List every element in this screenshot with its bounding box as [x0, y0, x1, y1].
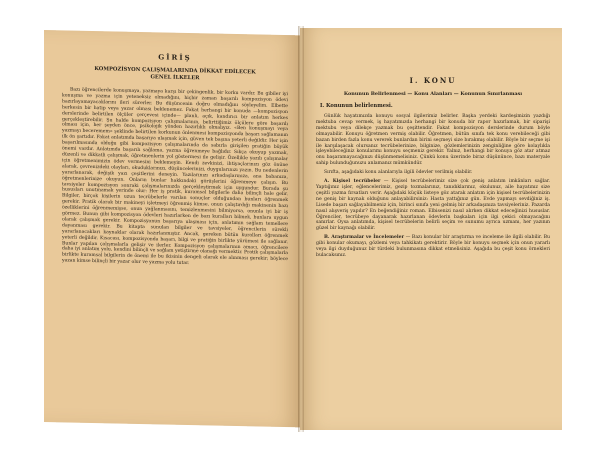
right-page: [300, 28, 562, 430]
section-a-paragraph: [316, 179, 550, 232]
subtitle-line-2: GENEL İLKELER: [150, 74, 200, 82]
left-page: [44, 30, 302, 427]
left-body-paragraph: Bazı öğrencilerde konuşmaya, yazmaya karşı bir çekingenlik, bir korku vardır. Bu gibiler iyi konuşma ve yazma için yeteneksiz olmadığını, hiçbir zaman başarılı kompozisyon ödevi hazırlayamayacaklarını ileri sürerler. Bu düşüncenin doğru olmadığını söyleyelim. Elbette herkesin bir hatip veya yazar olması beklenemez. Fakat herhangi bir konuda —kompozisyon derslerinde belirtilen ölçüler çerçevesi içinde— planlı, açık, kandırıcı bir anlatım herkes gerçekleştirebilir. Şu halde kompozisyon çalışmalarının, belirttiğimiz ölçülere göre başarılı olması için, her şeyden önce, psikolojik yönden hazırlıklı olmalıyız. «Ben konuşmayı veya yazmayı beceremem» şeklinde belirtilen korkunun önlenmesi kompozisyonda başarı sağlamanın ilk ön şartıdır. Fakat anlatımda başarıya ulaşmak için, güven tek başına yeterli değildir. Her işin başarılmasında olduğu gibi kompozisyon çalışmalarında da sabırla girişilen pratiğin büyük önemi vardır. Anlatımda başarılı sağlama, yazma öğrenmeye bağlıdır. Sıkça okuyup yazmak, düzenli ve dikkatli çalışmak, öğretmenlerin yol göstermesi ile gelişir. Özellikle yazılı çalışmalar için öğretmenimizin ödev vermesini beklemeyin. Kendi zevkinizi, ihtiyaçlarınızı göz önüne alarak, çevrenizdeki olayları, okuduklarınızı, düşüncelerinizi, duygularınızı yazın. Bu nedenlerin yararlanarak, değişik yazı çeşitlerini deneyin. Yazılarınızı arkadaşlarınıza, ana babanıza, öğretmenlerinize okuyun. Onların bunlar hakkındaki görüşlerini öğrenmeye çalışın. Bu tavsiyeler kompozisyon sonraki çalışmalarınızda gerçekleştirmek için uygundur. Burada şu hususları unutmamak yerinde olur: Her iş pratik, kuramsal bilgilerle daha bilinçli hale gelir. Bilgiler, birçok kişilerin uzun tecrübelerle varılan sonuçlar olduğundan bunları öğrenmek gerekir. Pratik olarak bir makineyi işletmeyi öğrenmiş kimse, onun çalıştırdığı makinenin bazı özelliklerini öğrenmemişse, onun yağlanmasını, temizlenmesini bilmiyorsa, onunla iyi bir iş görmez. Bunun gibi kompozisyon ödevleri hazırlarken de bazı kuralları bilmek, bunlara uygun olarak çalışmak gerekir. Kompozisyonun başarıya ulaşması için, anlatımın sağlam temellere dayanması gerekir. Bu kitapta sunulan bilgiler ve tavsiyeler, öğrencilerin sürekli yararlanacakları kaynaklar olarak hazırlanmıştır. Ancak, gereken bütün kuralları öğrenmek yeterli değildir. Kısacası, kompozisyonda başarı, bilgi ve pratiğin birlikte yürümesi ile sağlanır. Bunlar yapılan çalışmalarla gelişir ve ilerler. Kompozisyon çalışmalarının amacı, öğrencilere daha iyi anlatım yolu, kendini bilinçli ve sağlam yetiştirme olanağı vermektir. Pratik çalışmalarla birlikte kuramsal bilgilerin de önemi ile bu ikisinin dengeli olarak ele alınması gerekir; böylece yazan kimse bilinçli bir yazar olur ve yazma yolu tutar.: [62, 87, 288, 267]
section-b-paragraph: [316, 235, 550, 259]
section-a-heading: A. Kişisel tecrübeler: [324, 179, 381, 185]
right-page-title: I. KONU: [409, 76, 457, 85]
right-page-body: [316, 114, 550, 259]
left-page-subtitle: [62, 65, 288, 84]
body-paragraph-2: Sırıfta, aşağıdaki konu alanlarıyla ilgili ödevler verilmiş olabilir.: [324, 170, 473, 176]
left-page-title: GİRİŞ: [158, 52, 192, 63]
section-a-text: — Kişisel tecrübelerimiz size çok geniş anlatım imkânları sağlar. Yaptığınız işler, eğlencelerimiz, gezip tozmalarınız, tanıdıklarınız, okulunuz, aile hayatınız size çeşitli yazma fırsatları verir. Aşağıdaki küçük listeye göz atarak anlatım için kişisel tecrübelerinizin ne geniş bir kaynak olduğunu anlayabilirsiniz: Hasta yattığınız gün. Evde yapmayı sevdiğiniz iş. Lisede başarı sağlayabilmeniz için, birinci sınıfa yeni gelmiş bir arkadaşınıza tavsiyeleriniz. Pazarda nasıl alışveriş yapılır? En beğendiğiniz roman. Elbisenizi nasıl alırken dikkat edeceğinizi hususlar. Öğrenciler, tecrübeye dayanarak hazırlanan ödevlerin başkaları için ilgi çekici olmayacağını sanırlar. Oysa anlatımda, kişisel tecrübelerin belirli seçim ve sunumu ayrıca uzmanı, her yazının güzel bir kaynağı olabilir.: [316, 179, 550, 232]
section-b-text: — Bazı konular bir araştırma ve inceleme ile ilgili olabilir. Bu gibi konular okumayı, gözlemi veya tahkikatı gerektirir. Böyle bir konuyu seçmek için onun yararlı veya ilgi duyduğunuz bir türdeki bulunmasına dikkat etmelisiniz. Aşağıda bu çeşit konu örnekleri bulacaksınız.: [316, 235, 550, 258]
topics-line: Konunun Belirlenmesi — Konu Alanları — Konunun Sınırlanması: [343, 91, 523, 97]
section-1-heading: I. Konunun belirlenmesi.: [320, 103, 393, 109]
body-paragraph-1: Günlük hayatımızda konuyu sosyal ilgilerimiz belirler. Başka yerdeki kardeşimizin yazdığı mektuba cevap vermek, iş hayatımızda herhangi bir konuda bir rapor hazırlamak, bir siparişi mektubu veya dilekçe yazmak bu çeşittendir. Fakat kompozisyon derslerinde durum böyle olmayabilir. Konuyu öğretmen vermiş olabilir. Öğretmen, bütün sınıfa tek konu verebileceği gibi bazan birden fazla konu vererek bunlardan birini seçmeyi size bırakmış olabilir. Böyle bir seçme işi ile karşılaşacak olursanız tecrübelerinize, bilginize, gözlemlerinizin zenginliğine göre kolaylıkla işleyebileceğiniz konularımı konuyu seçmeniz gerekir. Yalnız, herhangi bir konuya göz atar atmaz onu başaramayacağınızı düşünmemelisiniz. Çünkü konu üzerinde biraz düşününce, bazı materyale sahip bulunduğunuzu anlamanız mümkündür.: [316, 114, 550, 167]
book-spine: [298, 26, 304, 432]
section-b-heading: B. Araştırmalar ve İncelemeler: [324, 235, 405, 241]
left-page-body: [62, 87, 288, 269]
subtitle-line-1: KOMPOZİSYON ÇALIŞMALARINDA DİKKAT EDİLECEK: [94, 66, 256, 76]
